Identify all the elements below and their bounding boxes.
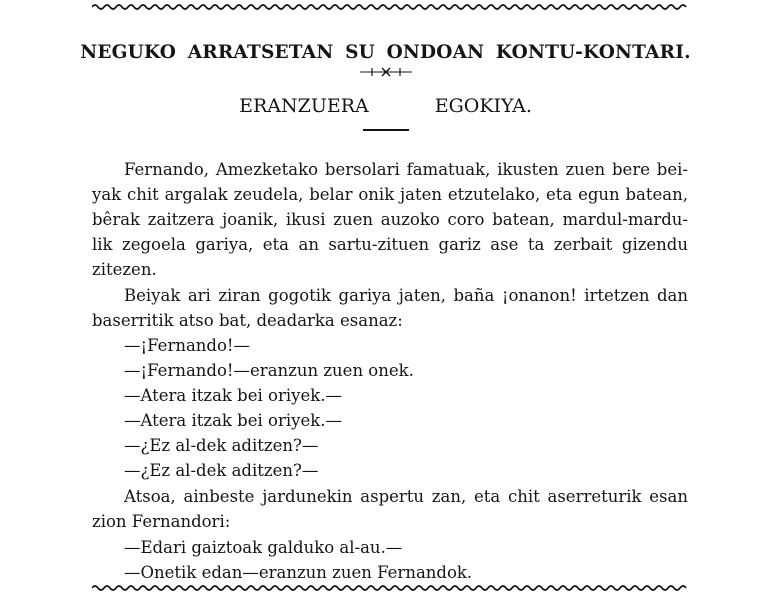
dialogue-line: —¿Ez al-dek aditzen?—	[124, 436, 319, 455]
text-line: Beiyak ari ziran gogotik gariya jaten, baña ¡onanon! irtetzen dan	[124, 286, 688, 305]
dialogue-line: —Atera itzak bei oriyek.—	[124, 411, 342, 430]
section-heading-left: ERANZUERA	[239, 95, 369, 117]
text-line: baserritik atso bat, deadarka esanaz:	[92, 311, 403, 330]
dialogue-line: —¡Fernando!—eranzun zuen onek.	[124, 361, 414, 380]
top-wavy-rule	[92, 3, 688, 11]
dialogue-line: —Atera itzak bei oriyek.—	[124, 386, 342, 405]
text-line: Fernando, Amezketako bersolari famatuak, ikusten zuen bere bei-	[124, 160, 688, 179]
heading-underline	[363, 129, 409, 131]
dialogue-line: —Edari gaiztoak galduko al-au.—	[124, 538, 403, 557]
section-heading	[0, 95, 771, 117]
bottom-wavy-rule	[92, 584, 688, 592]
text-line: zion Fernandori:	[92, 512, 231, 531]
dialogue-line: —¡Fernando!—	[124, 336, 251, 355]
text-line: bêrak zaitzera joanik, ikusi zuen auzoko coro batean, mardul-mardu-	[92, 210, 688, 229]
page-title: NEGUKO ARRATSETAN SU ONDOAN KONTU-KONTARI.	[80, 42, 691, 63]
section-heading-right: EGOKIYA.	[434, 95, 532, 117]
dialogue-line: —Onetik edan—eranzun zuen Fernandok.	[124, 563, 473, 582]
text-line: Atsoa, ainbeste jardunekin aspertu zan, eta chit aserreturik esan	[124, 487, 688, 506]
dialogue-line: —¿Ez al-dek aditzen?—	[124, 461, 319, 480]
text-line: lik zegoela gariya, eta an sartu-zituen gariz ase ta zerbait gizendu	[92, 235, 688, 254]
text-line: zitezen.	[92, 260, 157, 279]
title-ornament-icon	[360, 66, 412, 78]
text-line: yak chit argalak zeudela, belar onik jaten etzutelako, eta egun batean,	[92, 185, 688, 204]
